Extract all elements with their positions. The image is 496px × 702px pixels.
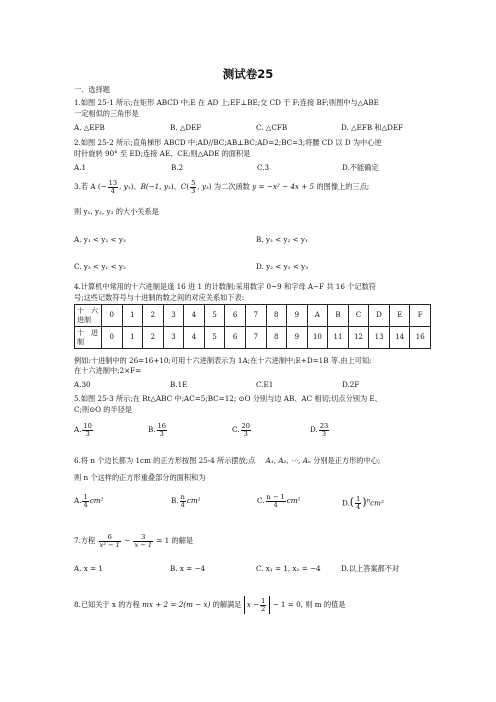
- table-cell: 13: [369, 327, 390, 349]
- q8-equation: mx + 2 = 2(m − x): [142, 600, 211, 609]
- q1-option-b: B. △DEF: [170, 123, 202, 132]
- table-cell: 4: [184, 305, 205, 327]
- table-cell: F: [410, 305, 431, 327]
- table-cell: 4: [184, 327, 205, 349]
- q7-fraction-1: $\frac{6}{\text{x² − 1}}$: [99, 532, 120, 549]
- table-cell: 16: [410, 327, 431, 349]
- q3-option-b: B. y₃ < y₂ < y₁: [256, 235, 308, 244]
- q3-line2: 则 y₁, y₂, y₃ 的大小关系是: [74, 207, 159, 216]
- q7-option-a: A. x = 1: [74, 564, 103, 573]
- table-cell: 14: [389, 327, 410, 349]
- q3-option-c: C. y₃ < y₁ < y₂: [74, 262, 126, 271]
- q4-option-a: A.30: [74, 380, 91, 389]
- table-cell: 6: [225, 305, 246, 327]
- table-cell: 1: [122, 305, 143, 327]
- q5-option-d: D. $\frac{23}{3}$: [310, 421, 329, 438]
- q4-line1: 4.计算机中常用的十六进制是逢 16 进 1 的计数制;采用数字 0~9 和字母 A~F 共 16 个记数符: [74, 282, 376, 291]
- q3-suffix: 为二次函数: [213, 182, 250, 191]
- table-cell: 10: [307, 327, 328, 349]
- q6-line2: 则 n 个这样的正方形重叠部分的面积和为: [74, 473, 206, 482]
- table-cell: 3: [163, 327, 184, 349]
- q4-option-b: B.1E: [170, 380, 188, 389]
- q6-line1: 6.将 n 个边长都为 1cm 的正方形按图 25-4 所示摆放;点 A₁, A₂, ⋯, Aₙ 分别是正方形的中心;: [74, 456, 381, 465]
- q3-option-a: A. y₁ < y₂ < y₃: [74, 235, 126, 244]
- table-cell: 0: [102, 327, 123, 349]
- q1-option-a: A. △EFB: [74, 123, 105, 132]
- q4-after2: 在十六进制中;2×F=: [74, 366, 142, 375]
- q7-fraction-2: $\frac{3}{x - 1}$: [134, 532, 153, 549]
- table-cell: 5: [204, 327, 225, 349]
- q1-line1: 1.如图 25-1 所示;在矩形 ABCD 中;E 在 AD 上;EF⊥BE;交 CD 于 F;连接 BF;则图中与△ABE: [74, 98, 379, 107]
- q2-option-b: B.2: [171, 163, 184, 172]
- q2-option-c: C.3: [257, 163, 270, 172]
- q2-option-a: A.1: [74, 163, 87, 172]
- table-cell: 2: [143, 327, 164, 349]
- q1-option-c: C. △CFB: [256, 123, 288, 132]
- q3-prefix: 3.若 A: [74, 182, 96, 191]
- table-cell: B: [328, 305, 349, 327]
- q7-option-d: D.以上答案都不对: [341, 564, 400, 573]
- q3-point-b: B(−1, y: [140, 182, 168, 191]
- q4-option-d: D.2F: [342, 380, 360, 389]
- q1-line2: 一定相似的三角形是: [74, 109, 139, 118]
- table-cell: E: [389, 305, 410, 327]
- table-cell: 6: [225, 327, 246, 349]
- table-cell: 0: [102, 305, 123, 327]
- table-cell: D: [369, 305, 390, 327]
- table-header-hex: 十 六 进制: [75, 305, 102, 327]
- q2-line1: 2.如图 25-2 所示;直角梯形 ABCD 中;AD//BC;AB⊥BC;AD=2;BC=3;将腰 CD 以 D 为中心逆: [74, 138, 382, 147]
- table-cell: 8: [266, 305, 287, 327]
- q5-line2: C;则⊙O 的半径是: [74, 405, 133, 414]
- table-header-decimal: 十 进 制: [75, 327, 102, 349]
- table-cell: A: [307, 305, 328, 327]
- table-cell: 9: [287, 305, 308, 327]
- q3-line1: 3.若 A (− $\frac{13}{4}$ , y₁)、B(−1, y₂)、C( $\frac{5}{3}$ , y₃) 为二次函数 y = −x² − 4x + 5 的图像上的三点;: [74, 178, 370, 195]
- q5-line1: 5.如图 25-3 所示;在 Rt△ABC 中;AC=5;BC=12; ⊙O 分别与边 AB、AC 相切;切点分别为 E、: [74, 394, 382, 403]
- q2-option-d: D.不能确定: [342, 163, 379, 172]
- table-cell: 2: [143, 305, 164, 327]
- q6-option-c: C. $\frac{n - 1}{4}$ cm²: [257, 492, 301, 509]
- table-cell: 11: [328, 327, 349, 349]
- q1-option-d: D. △EFB 和△DEF: [341, 123, 404, 132]
- q3-a-fraction: $\frac{13}{4}$: [108, 178, 118, 195]
- q3-c-fraction: $\frac{5}{3}$: [191, 178, 196, 195]
- q7-option-b: B. x = −4: [170, 564, 206, 573]
- q7-line1: 7.方程 $\frac{6}{\text{x² − 1}}$ − $\frac{3}{x - 1}$ = 1 的解是: [74, 532, 194, 549]
- table-cell: C: [348, 305, 369, 327]
- table-cell: 5: [204, 305, 225, 327]
- table-cell: 8: [266, 327, 287, 349]
- table-row-decimal: [75, 327, 431, 349]
- q5-option-c: C. $\frac{20}{3}$: [232, 421, 250, 438]
- q8-absolute-value: x − $\frac{1}{2}$: [244, 596, 271, 614]
- q3-tail: 的图像上的三点;: [316, 182, 370, 191]
- table-cell: 7: [245, 327, 266, 349]
- table-cell: 3: [163, 305, 184, 327]
- q2-line2: 时针旋转 90° 至 ED;连接 AE、CE;则△ADE 的面积是: [74, 149, 251, 158]
- q4-after1: 例如:十进制中的 26=16+10;可用十六进制表示为 1A;在十六进制中;E+D=1B 等.由上可知;: [74, 356, 372, 365]
- table-cell: 1: [122, 327, 143, 349]
- table-cell: 7: [245, 305, 266, 327]
- q5-option-a: A. $\frac{10}{3}$: [74, 421, 92, 438]
- q4-line2: 号;这些记数符号与十进制的数之间的对应关系如下表:: [74, 293, 245, 302]
- table-cell: 9: [287, 327, 308, 349]
- q3-function: y = −x² − 4x + 5: [252, 182, 315, 191]
- q6-option-b: B. $\frac{n}{4}$ cm²: [171, 492, 201, 509]
- q7-option-c: C. x₁ = 1, x₂ = −4: [256, 564, 321, 573]
- q6-points: A₁, A₂, ⋯, Aₙ: [265, 456, 311, 465]
- table-row-hex: [75, 305, 431, 327]
- q6-option-d: D.( $\frac{1}{4}$ )$^n$cm²: [342, 494, 384, 511]
- q6-option-a: A. $\frac{1}{4}$ cm²: [74, 492, 104, 509]
- q4-option-c: C.E1: [256, 380, 274, 389]
- q3-option-d: D. y₂ < y₁ < y₃: [256, 262, 309, 271]
- table-cell: 12: [348, 327, 369, 349]
- q5-option-b: B. $\frac{16}{3}$: [148, 421, 166, 438]
- q8-line1: 8.已知关于 x 的方程 mx + 2 = 2(m − x) 的解满足 x − $\frac{1}{2}$ − 1 = 0, 则 m 的值是: [74, 596, 346, 613]
- page-title: 测试卷25: [222, 67, 274, 81]
- section-heading: 一、选择题: [74, 85, 110, 94]
- hex-decimal-table: [74, 304, 431, 349]
